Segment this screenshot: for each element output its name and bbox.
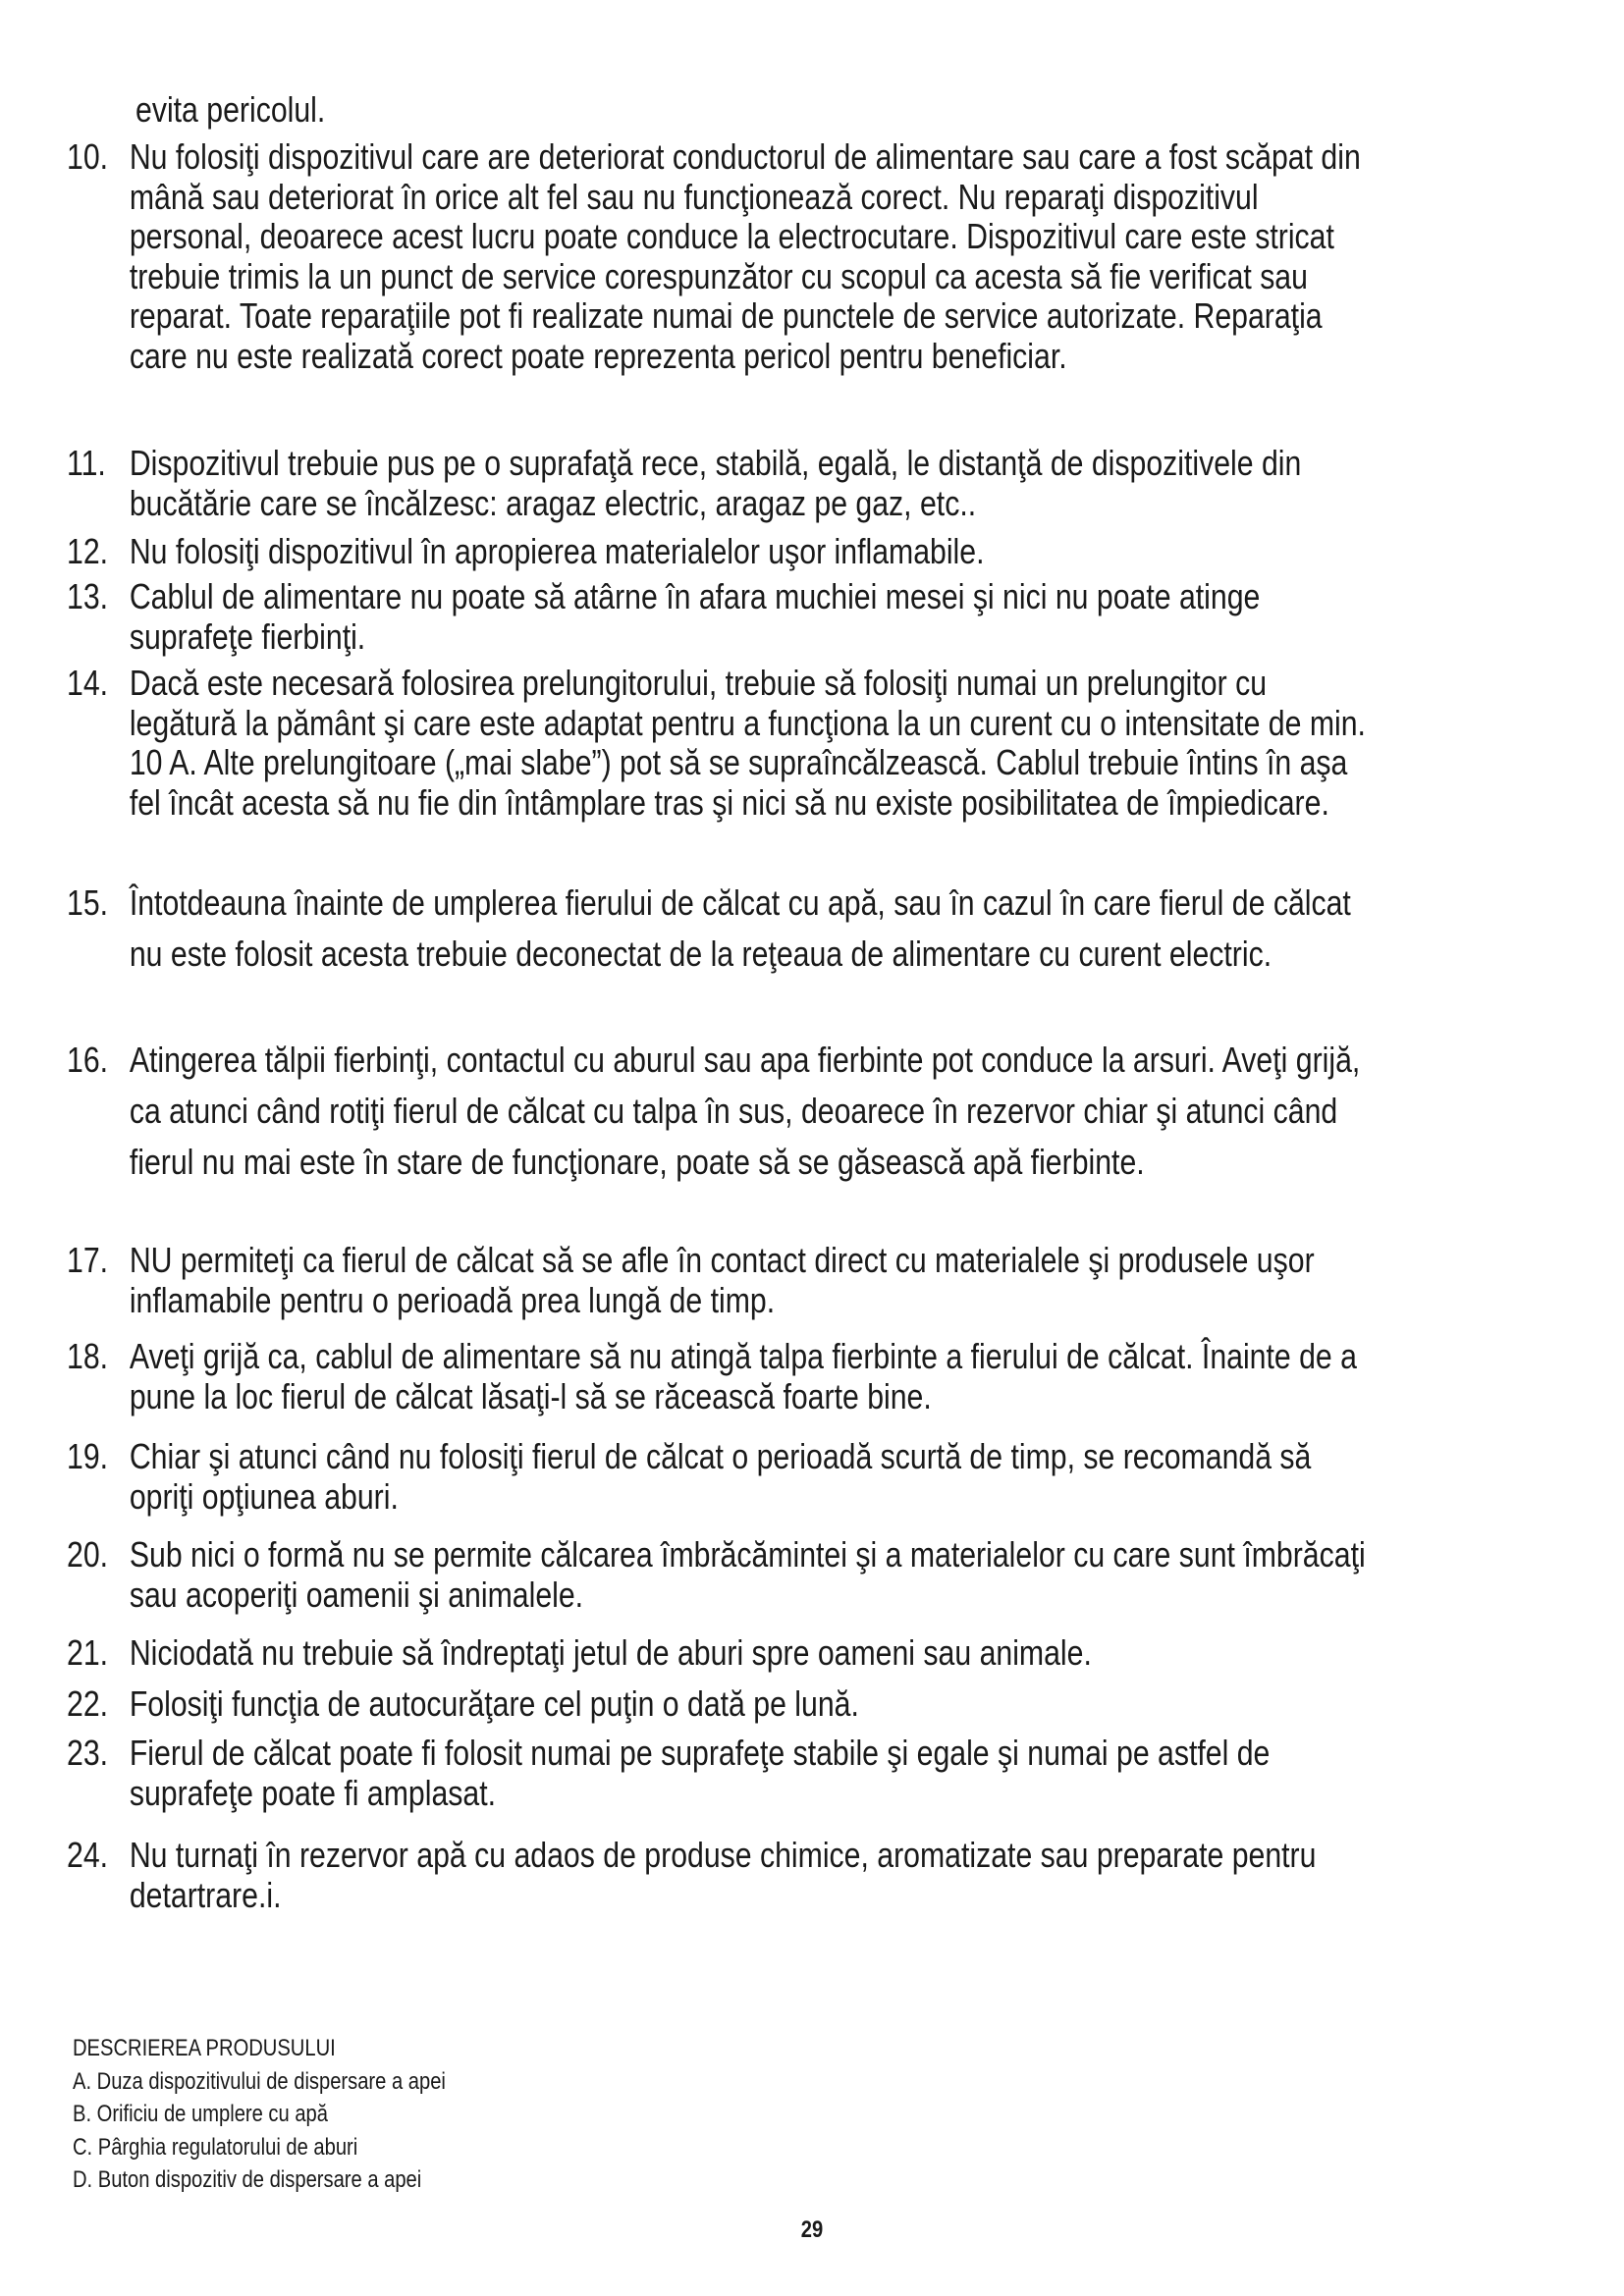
item-text: NU permiteţi ca fierul de călcat să se afle în contact direct cu materialele şi produsele uşor inflamabile pentru o perioadă prea lungă de timp. [129,1240,1315,1320]
list-item [67,1734,1370,1813]
item-text: Fierul de călcat poate fi folosit numai pe suprafeţe stabile şi egale şi numai pe astfel de suprafeţe poate fi amplasat. [129,1733,1271,1813]
item-text: Nu turnaţi în rezervor apă cu adaos de produse chimice, aromatizate sau preparate pentru detartrare.i. [129,1835,1317,1915]
description-line: C. Pârghia regulatorului de aburi [73,2133,358,2161]
item-number: 10. [67,136,109,177]
list-item [67,532,1370,572]
product-description [73,2032,446,2197]
list-item [67,1535,1370,1615]
item-number: 12. [67,531,109,571]
item-text: Folosiţi funcţia de autocurăţare cel puţin o dată pe lună. [129,1683,859,1724]
description-line: B. Orificiu de umplere cu apă [73,2101,328,2127]
item-text: Nu folosiţi dispozitivul în apropierea materialelor uşor inflamabile. [129,531,985,571]
list-item [67,1241,1370,1320]
list-item [67,664,1370,823]
item-number: 21. [67,1632,109,1673]
list-item [67,577,1370,657]
list-item [67,1337,1370,1416]
item-text: Aveţi grijă ca, cablul de alimentare să nu atingă talpa fierbinte a fierului de călcat. Înainte de a pune la loc fierul de călcat lăsaţi-l să se răcească foarte bine. [129,1336,1357,1416]
item-text: Cablul de alimentare nu poate să atârne în afara muchiei mesei şi nici nu poate atinge suprafeţe fierbinţi. [129,576,1261,657]
item-number: 11. [67,443,106,483]
item-number: 17. [67,1240,109,1280]
item-text: Niciodată nu trebuie să îndreptaţi jetul de aburi spre oameni sau animale. [129,1632,1092,1673]
item-number: 20. [67,1534,109,1575]
item-number: 14. [67,663,109,703]
list-item [67,1684,1370,1725]
list-item [67,137,1370,376]
list-item [67,444,1370,523]
lead-text: evita pericolul. [135,89,326,130]
page-number: 29 [800,2216,824,2243]
list-item [67,1836,1370,1915]
description-line: A. Duza dispozitivului de dispersare a apei [73,2067,446,2095]
list-item [67,878,1370,980]
list-item [67,1437,1370,1517]
item-number: 23. [67,1733,109,1773]
description-line: D. Buton dispozitiv de dispersare a apei [73,2166,422,2193]
item-number: 24. [67,1835,109,1875]
item-number: 18. [67,1336,109,1376]
item-text: Sub nici o formă nu se permite călcarea îmbrăcămintei şi a materialelor cu care sunt îmbrăcaţi sau acoperiţi oamenii şi animalele. [129,1534,1366,1615]
item-text: Atingerea tălpii fierbinţi, contactul cu aburul sau apa fierbinte pot conduce la arsuri. Aveţi grijă, ca atunci când rotiţi fierul de călcat cu talpa în sus, deoarece în rezervor chiar şi atunci când fierul nu mai este în stare de funcţionare, poate să se găsească apă fierbinte. [129,1040,1361,1182]
item-text: Întotdeauna înainte de umplerea fierului de călcat cu apă, sau în cazul în care fierul de călcat nu este folosit acesta trebuie deconectat de la reţeaua de alimentare cu curent electric. [129,882,1351,974]
item-number: 19. [67,1436,109,1476]
item-number: 22. [67,1683,109,1724]
item-number: 16. [67,1040,109,1080]
list-item [67,1035,1370,1188]
list-item [67,1633,1370,1674]
item-number: 15. [67,882,109,923]
item-text: Chiar şi atunci când nu folosiţi fierul de călcat o perioadă scurtă de timp, se recomandă să opriţi opţiunea aburi. [129,1436,1312,1517]
description-heading: DESCRIEREA PRODUSULUI [73,2035,336,2061]
item-text: Nu folosiţi dispozitivul care are deteriorat conductorul de alimentare sau care a fost scăpat din mână sau deteriorat în orice alt fel sau nu funcţionează corect. Nu reparaţi dispozitivul personal, deoarece acest lucru poate conduce la electrocutare. Dispozitivul care este stricat trebuie trimis la un punct de service corespunzător cu scopul ca acesta să fie verificat sau reparat. Toate reparaţiile pot fi realizate numai de punctele de service autorizate. Reparaţia care nu este realizată corect poate reprezenta pericol pentru beneficiar. [129,136,1361,376]
item-text: Dispozitivul trebuie pus pe o suprafaţă rece, stabilă, egală, le distanţă de dispozitivele din bucătărie care se încălzesc: aragaz electric, aragaz pe gaz, etc.. [129,443,1302,523]
item-number: 13. [67,576,109,616]
item-text: Dacă este necesară folosirea prelungitorului, trebuie să folosiţi numai un prelungitor cu legătură la pământ şi care este adaptat pentru a funcţiona la un curent cu o intensitate de min. 10 A. Alte prelungitoare („mai slabe”) pot să se supraîncălzească. Cablul trebuie întins în aşa fel încât acesta să nu fie din întâmplare tras şi nici să nu existe posibilitatea de împiedicare. [129,663,1366,823]
